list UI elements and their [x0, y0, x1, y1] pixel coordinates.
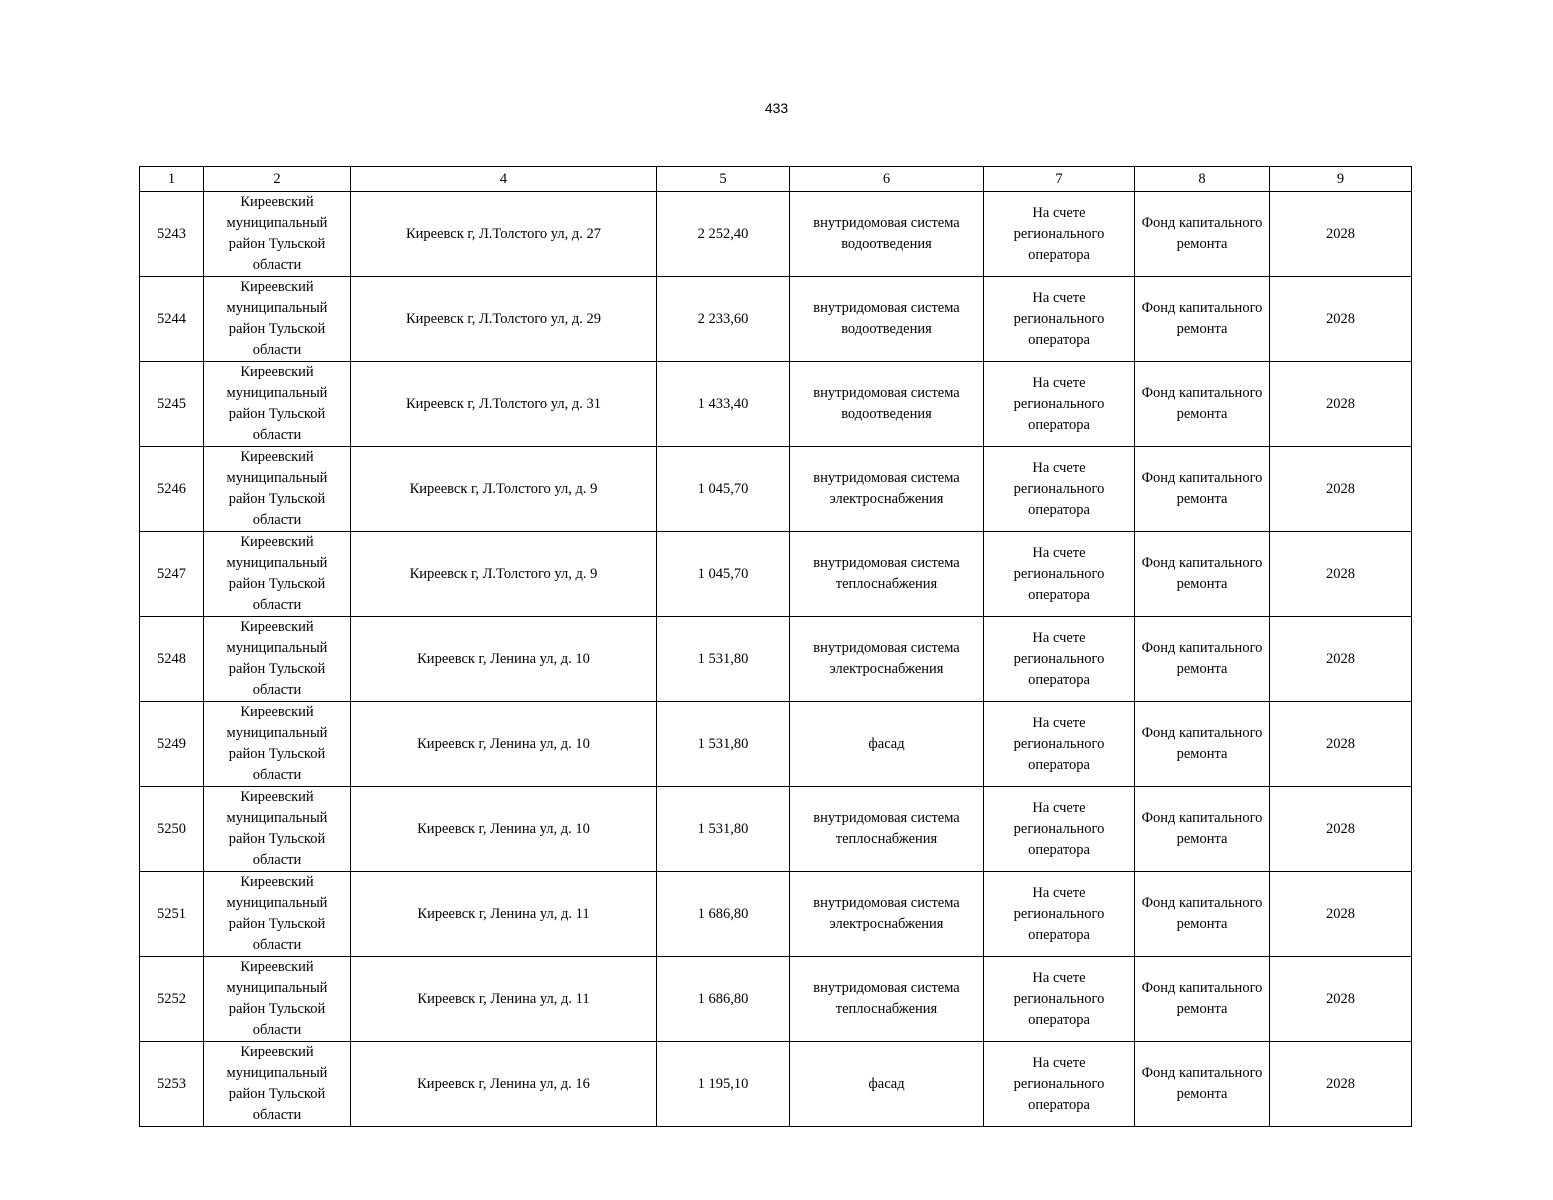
fund-cell: Фонд капитального ремонта	[1135, 362, 1270, 447]
year-cell: 2028	[1270, 617, 1412, 702]
account-cell: На счете регионального оператора	[984, 277, 1135, 362]
row-number-cell: 5250	[140, 787, 204, 872]
system-cell: внутридомовая система водоотведения	[790, 362, 984, 447]
district-cell: Киреевский муниципальный район Тульской области	[204, 702, 351, 787]
system-cell: внутридомовая система электроснабжения	[790, 447, 984, 532]
address-cell: Киреевск г, Ленина ул, д. 11	[351, 872, 657, 957]
table-row	[140, 702, 1412, 787]
system-cell: фасад	[790, 702, 984, 787]
table-row	[140, 1042, 1412, 1127]
table-row	[140, 277, 1412, 362]
fund-cell: Фонд капитального ремонта	[1135, 532, 1270, 617]
row-number-cell: 5243	[140, 192, 204, 277]
account-cell: На счете регионального оператора	[984, 532, 1135, 617]
year-cell: 2028	[1270, 872, 1412, 957]
area-cell: 1 045,70	[657, 447, 790, 532]
fund-cell: Фонд капитального ремонта	[1135, 447, 1270, 532]
system-cell: внутридомовая система теплоснабжения	[790, 957, 984, 1042]
area-cell: 2 252,40	[657, 192, 790, 277]
row-number-cell: 5244	[140, 277, 204, 362]
table-row	[140, 787, 1412, 872]
row-number-cell: 5247	[140, 532, 204, 617]
district-cell: Киреевский муниципальный район Тульской области	[204, 957, 351, 1042]
table-row	[140, 532, 1412, 617]
address-cell: Киреевск г, Л.Толстого ул, д. 9	[351, 532, 657, 617]
area-cell: 1 531,80	[657, 617, 790, 702]
fund-cell: Фонд капитального ремонта	[1135, 617, 1270, 702]
system-cell: фасад	[790, 1042, 984, 1127]
address-cell: Киреевск г, Ленина ул, д. 10	[351, 617, 657, 702]
area-cell: 1 531,80	[657, 702, 790, 787]
row-number-cell: 5248	[140, 617, 204, 702]
fund-cell: Фонд капитального ремонта	[1135, 957, 1270, 1042]
account-cell: На счете регионального оператора	[984, 192, 1135, 277]
page-number: 433	[764, 100, 789, 116]
capital-repair-table	[139, 166, 1412, 1127]
address-cell: Киреевск г, Л.Толстого ул, д. 27	[351, 192, 657, 277]
address-cell: Киреевск г, Л.Толстого ул, д. 31	[351, 362, 657, 447]
district-cell: Киреевский муниципальный район Тульской области	[204, 787, 351, 872]
column-header: 8	[1135, 167, 1270, 192]
district-cell: Киреевский муниципальный район Тульской области	[204, 362, 351, 447]
district-cell: Киреевский муниципальный район Тульской области	[204, 277, 351, 362]
column-header: 2	[204, 167, 351, 192]
area-cell: 1 433,40	[657, 362, 790, 447]
column-header: 4	[351, 167, 657, 192]
area-cell: 1 686,80	[657, 872, 790, 957]
fund-cell: Фонд капитального ремонта	[1135, 192, 1270, 277]
fund-cell: Фонд капитального ремонта	[1135, 277, 1270, 362]
fund-cell: Фонд капитального ремонта	[1135, 1042, 1270, 1127]
account-cell: На счете регионального оператора	[984, 872, 1135, 957]
table-row	[140, 957, 1412, 1042]
year-cell: 2028	[1270, 447, 1412, 532]
system-cell: внутридомовая система электроснабжения	[790, 872, 984, 957]
year-cell: 2028	[1270, 192, 1412, 277]
system-cell: внутридомовая система водоотведения	[790, 192, 984, 277]
year-cell: 2028	[1270, 1042, 1412, 1127]
column-header: 1	[140, 167, 204, 192]
account-cell: На счете регионального оператора	[984, 957, 1135, 1042]
area-cell: 1 686,80	[657, 957, 790, 1042]
district-cell: Киреевский муниципальный район Тульской области	[204, 1042, 351, 1127]
row-number-cell: 5252	[140, 957, 204, 1042]
system-cell: внутридомовая система теплоснабжения	[790, 787, 984, 872]
row-number-cell: 5253	[140, 1042, 204, 1127]
row-number-cell: 5249	[140, 702, 204, 787]
area-cell: 1 195,10	[657, 1042, 790, 1127]
table-row	[140, 447, 1412, 532]
address-cell: Киреевск г, Ленина ул, д. 11	[351, 957, 657, 1042]
address-cell: Киреевск г, Ленина ул, д. 10	[351, 787, 657, 872]
account-cell: На счете регионального оператора	[984, 702, 1135, 787]
year-cell: 2028	[1270, 787, 1412, 872]
system-cell: внутридомовая система теплоснабжения	[790, 532, 984, 617]
column-number-row	[140, 167, 1412, 192]
fund-cell: Фонд капитального ремонта	[1135, 702, 1270, 787]
table-row	[140, 872, 1412, 957]
column-header: 6	[790, 167, 984, 192]
address-cell: Киреевск г, Ленина ул, д. 16	[351, 1042, 657, 1127]
year-cell: 2028	[1270, 702, 1412, 787]
account-cell: На счете регионального оператора	[984, 787, 1135, 872]
account-cell: На счете регионального оператора	[984, 362, 1135, 447]
column-header: 9	[1270, 167, 1412, 192]
system-cell: внутридомовая система водоотведения	[790, 277, 984, 362]
district-cell: Киреевский муниципальный район Тульской области	[204, 532, 351, 617]
account-cell: На счете регионального оператора	[984, 617, 1135, 702]
table-row	[140, 362, 1412, 447]
column-header: 7	[984, 167, 1135, 192]
district-cell: Киреевский муниципальный район Тульской области	[204, 192, 351, 277]
system-cell: внутридомовая система электроснабжения	[790, 617, 984, 702]
area-cell: 1 045,70	[657, 532, 790, 617]
address-cell: Киреевск г, Ленина ул, д. 10	[351, 702, 657, 787]
row-number-cell: 5245	[140, 362, 204, 447]
district-cell: Киреевский муниципальный район Тульской области	[204, 447, 351, 532]
table-row	[140, 192, 1412, 277]
account-cell: На счете регионального оператора	[984, 447, 1135, 532]
area-cell: 1 531,80	[657, 787, 790, 872]
row-number-cell: 5251	[140, 872, 204, 957]
year-cell: 2028	[1270, 957, 1412, 1042]
address-cell: Киреевск г, Л.Толстого ул, д. 29	[351, 277, 657, 362]
district-cell: Киреевский муниципальный район Тульской области	[204, 617, 351, 702]
year-cell: 2028	[1270, 532, 1412, 617]
year-cell: 2028	[1270, 277, 1412, 362]
fund-cell: Фонд капитального ремонта	[1135, 787, 1270, 872]
table-row	[140, 617, 1412, 702]
area-cell: 2 233,60	[657, 277, 790, 362]
account-cell: На счете регионального оператора	[984, 1042, 1135, 1127]
row-number-cell: 5246	[140, 447, 204, 532]
district-cell: Киреевский муниципальный район Тульской области	[204, 872, 351, 957]
fund-cell: Фонд капитального ремонта	[1135, 872, 1270, 957]
address-cell: Киреевск г, Л.Толстого ул, д. 9	[351, 447, 657, 532]
column-header: 5	[657, 167, 790, 192]
year-cell: 2028	[1270, 362, 1412, 447]
